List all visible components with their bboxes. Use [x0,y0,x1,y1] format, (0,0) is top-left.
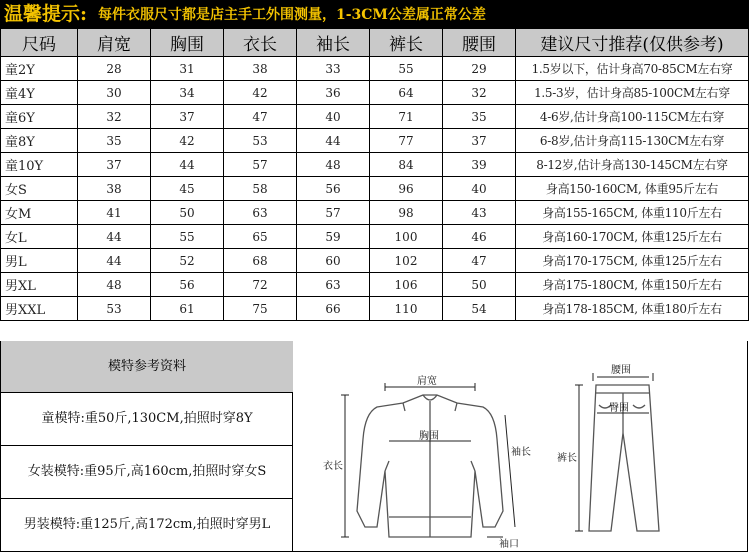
measure-cell: 43 [443,201,516,225]
model-reference-panel [0,341,293,552]
notice-text: 每件衣服尺寸都是店主手工外围测量，1-3CM公差属正常公差 [98,7,486,23]
measure-cell: 57 [224,153,297,177]
measurement-illustration [293,341,748,552]
measure-cell: 28 [78,57,151,81]
measure-cell: 52 [151,249,224,273]
recommendation-cell: 身高178-185CM, 体重180斤左右 [516,297,749,321]
male-model-info: 男装模特:重125斤,高172cm,拍照时穿男L [23,517,271,532]
table-row [1,297,749,321]
measure-cell: 35 [443,105,516,129]
measure-cell: 68 [224,249,297,273]
size-cell: 男L [1,249,78,273]
header-sleeve: 袖长 [297,29,370,57]
cuff-label: 袖口 [499,539,519,550]
header-size: 尺码 [1,29,78,57]
size-table-body [1,57,749,321]
table-row [1,249,749,273]
measure-cell: 44 [297,129,370,153]
measure-cell: 58 [224,177,297,201]
measure-cell: 61 [151,297,224,321]
measure-cell: 53 [224,129,297,153]
recommendation-cell: 1.5岁以下，估计身高70-85CM左右穿 [516,57,749,81]
table-row [1,57,749,81]
notice-banner [0,0,749,28]
chest-label: 胸围 [419,431,439,442]
recommendation-cell: 身高155-165CM, 体重110斤左右 [516,201,749,225]
measure-cell: 50 [151,201,224,225]
measure-cell: 37 [151,105,224,129]
header-waist: 腰围 [443,29,516,57]
table-row [1,273,749,297]
measure-cell: 50 [443,273,516,297]
size-cell: 女S [1,177,78,201]
measure-cell: 84 [370,153,443,177]
notice-heading: 温馨提示: [4,3,88,25]
waist-label: 腰围 [611,365,631,376]
measure-cell: 75 [224,297,297,321]
recommendation-cell: 身高150-160CM, 体重95斤左右 [516,177,749,201]
measure-cell: 71 [370,105,443,129]
size-cell: 女L [1,225,78,249]
size-cell: 童2Y [1,57,78,81]
measure-cell: 46 [443,225,516,249]
measure-cell: 54 [443,297,516,321]
measure-cell: 44 [78,249,151,273]
measure-cell: 48 [78,273,151,297]
measure-cell: 45 [151,177,224,201]
table-row [1,81,749,105]
size-cell: 童4Y [1,81,78,105]
measure-cell: 63 [224,201,297,225]
measure-cell: 44 [78,225,151,249]
header-shoulder: 肩宽 [78,29,151,57]
measure-cell: 55 [370,57,443,81]
measure-cell: 29 [443,57,516,81]
recommendation-cell: 身高170-175CM, 体重125斤左右 [516,249,749,273]
measure-cell: 31 [151,57,224,81]
measure-cell: 66 [297,297,370,321]
recommendation-cell: 8-12岁,估计身高130-145CM左右穿 [516,153,749,177]
measure-cell: 40 [443,177,516,201]
measure-cell: 44 [151,153,224,177]
measure-cell: 36 [297,81,370,105]
measure-cell: 100 [370,225,443,249]
size-cell: 男XXL [1,297,78,321]
child-model-info: 童模特:重50斤,130CM,拍照时穿8Y [1,393,293,446]
measure-cell: 41 [78,201,151,225]
header-chest: 胸围 [151,29,224,57]
measure-cell: 56 [297,177,370,201]
measure-cell: 35 [78,129,151,153]
recommendation-cell: 身高160-170CM, 体重125斤左右 [516,225,749,249]
measure-cell: 56 [151,273,224,297]
recommendation-cell: 身高175-180CM, 体重150斤左右 [516,273,749,297]
measure-cell: 42 [224,81,297,105]
measure-cell: 77 [370,129,443,153]
shoulder-label: 肩宽 [417,376,437,387]
table-row [1,225,749,249]
recommendation-cell: 1.5-3岁，估计身高85-100CM左右穿 [516,81,749,105]
measure-cell: 37 [78,153,151,177]
measure-cell: 32 [443,81,516,105]
size-table [0,28,749,321]
table-row [1,177,749,201]
size-cell: 童8Y [1,129,78,153]
measure-cell: 102 [370,249,443,273]
measure-cell: 33 [297,57,370,81]
measure-cell: 32 [78,105,151,129]
measure-cell: 65 [224,225,297,249]
header-recommendation: 建议尺寸推荐(仅供参考) [516,29,749,57]
measure-cell: 60 [297,249,370,273]
jacket-drawing [357,395,503,537]
table-row [1,201,749,225]
length-label: 衣长 [323,461,343,472]
sleeve-label: 袖长 [511,447,531,458]
measure-cell: 63 [297,273,370,297]
measure-cell: 96 [370,177,443,201]
measure-cell: 42 [151,129,224,153]
female-model-info: 女装模特:重95斤,高160cm,拍照时穿女S [1,446,293,499]
measure-cell: 55 [151,225,224,249]
size-cell: 童10Y [1,153,78,177]
table-row [1,105,749,129]
measure-cell: 34 [151,81,224,105]
table-row [1,129,749,153]
measure-cell: 59 [297,225,370,249]
table-row [1,153,749,177]
recommendation-cell: 4-6岁,估计身高100-115CM左右穿 [516,105,749,129]
measure-cell: 57 [297,201,370,225]
measure-cell: 37 [443,129,516,153]
measurement-diagram [293,341,748,552]
measure-cell: 38 [78,177,151,201]
size-cell: 童6Y [1,105,78,129]
measure-cell: 53 [78,297,151,321]
model-reference-title: 模特参考资料 [1,341,293,393]
measure-cell: 98 [370,201,443,225]
measure-cell: 40 [297,105,370,129]
measure-cell: 30 [78,81,151,105]
pants-length-label: 裤长 [557,453,577,464]
measure-cell: 48 [297,153,370,177]
size-cell: 男XL [1,273,78,297]
recommendation-cell: 6-8岁,估计身高115-130CM左右穿 [516,129,749,153]
header-pants-length: 裤长 [370,29,443,57]
measure-cell: 110 [370,297,443,321]
measure-cell: 38 [224,57,297,81]
measure-cell: 47 [443,249,516,273]
measure-cell: 72 [224,273,297,297]
measure-cell: 39 [443,153,516,177]
header-length: 衣长 [224,29,297,57]
size-cell: 女M [1,201,78,225]
table-header-row [1,29,749,57]
hip-label: 臀围 [609,403,629,414]
measure-cell: 64 [370,81,443,105]
measure-cell: 106 [370,273,443,297]
measure-cell: 47 [224,105,297,129]
